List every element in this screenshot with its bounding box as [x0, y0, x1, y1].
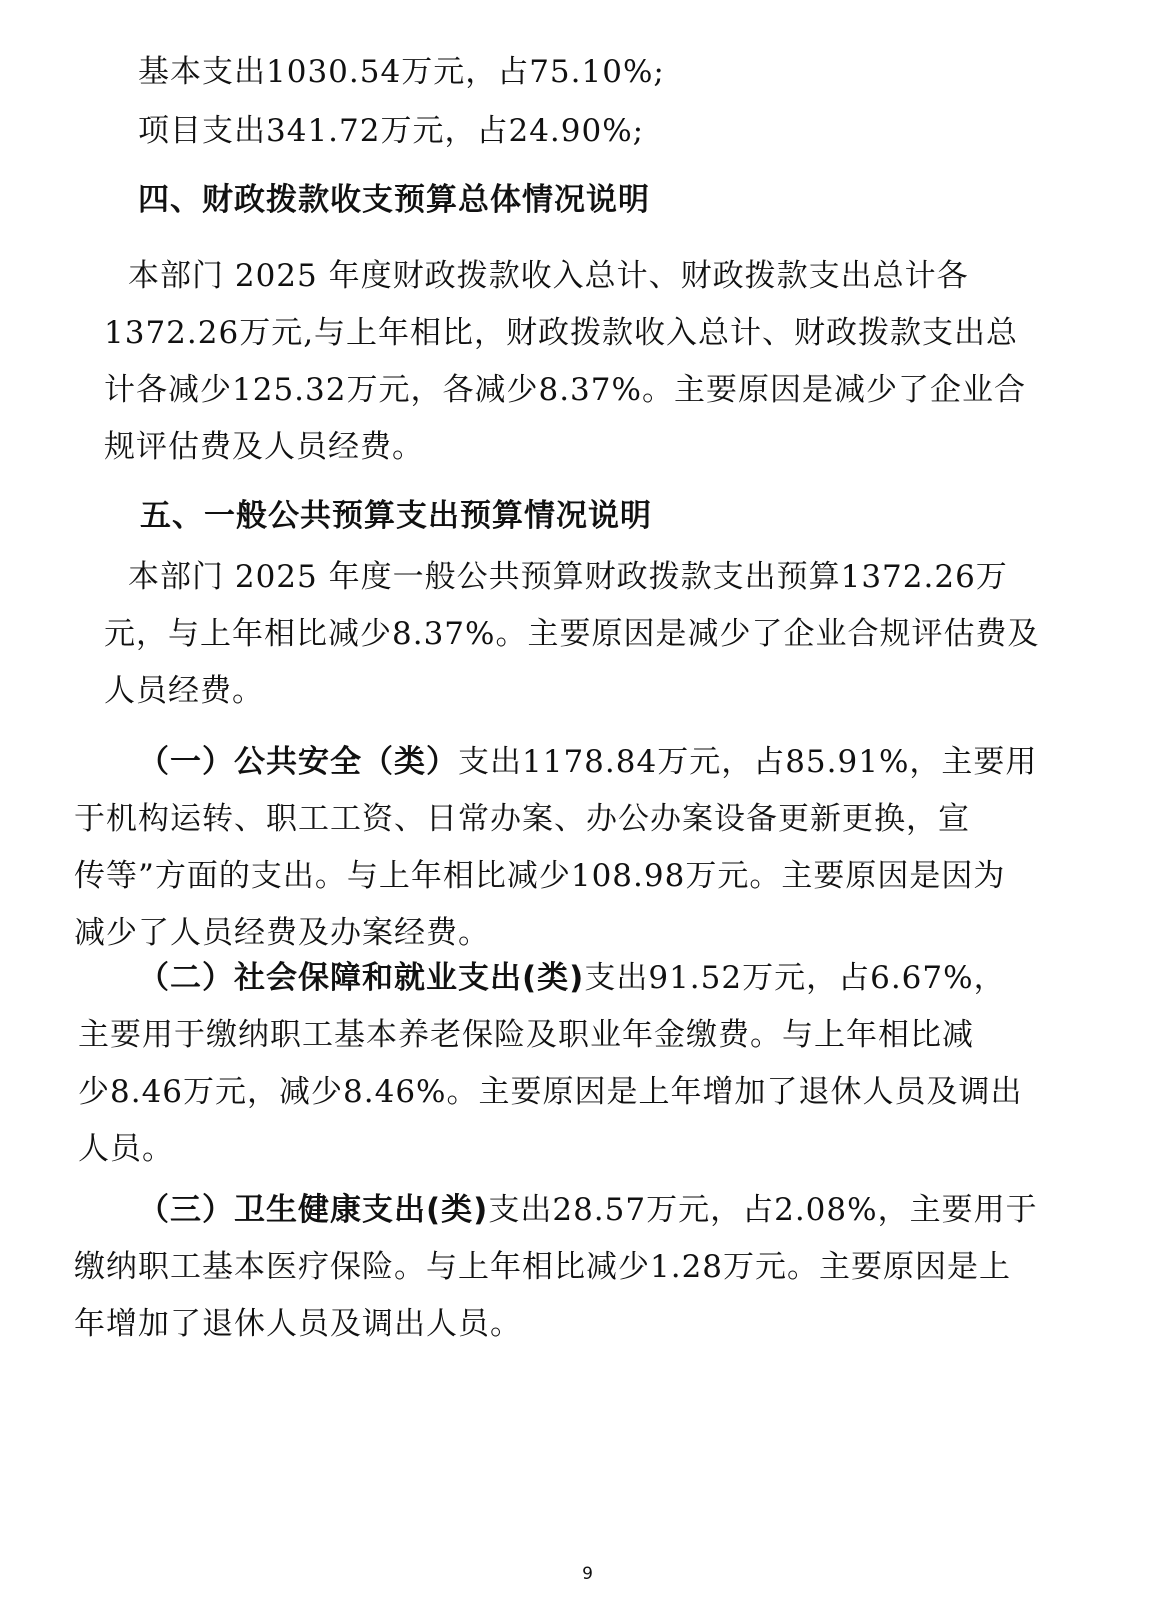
item-3-paragraph-line: 缴纳职工基本医疗保险。与上年相比减少1.28万元。主要原因是上: [74, 1249, 1012, 1285]
section-5-heading: 五、一般公共预算支出预算情况说明: [140, 498, 652, 534]
section-4-paragraph-line: 1372.26万元,与上年相比，财政拨款收入总计、财政拨款支出总: [104, 315, 1019, 351]
item-3-first-line: [138, 1190, 1038, 1230]
item-1-paragraph-line: 于机构运转、职工工资、日常办案、办公办案设备更新更换，宣: [74, 801, 970, 837]
item-3-paragraph-line: 年增加了退休人员及调出人员。: [74, 1306, 522, 1342]
section-5-paragraph-line: 元，与上年相比减少8.37%。主要原因是减少了企业合规评估费及: [104, 616, 1040, 652]
item-2-paragraph-line: 主要用于缴纳职工基本养老保险及职业年金缴费。与上年相比减: [78, 1017, 974, 1053]
item-3-first-text: 支出28.57万元，占2.08%，主要用于: [488, 1192, 1038, 1228]
item-1-paragraph-line: 传等”方面的支出。与上年相比减少108.98万元。主要原因是因为: [74, 858, 1006, 894]
item-2-paragraph-line: 少8.46万元，减少8.46%。主要原因是上年增加了退休人员及调出: [78, 1074, 1023, 1110]
section-5-paragraph-line: 人员经费。: [104, 673, 264, 709]
item-1-paragraph-line: 减少了人员经费及办案经费。: [74, 915, 490, 951]
basic-expense-line: 基本支出1030.54万元，占75.10%;: [138, 54, 665, 90]
page-number: 9: [582, 1564, 593, 1584]
item-3-label: （三）卫生健康支出(类): [138, 1192, 489, 1228]
item-1-label: （一）公共安全（类）: [138, 744, 458, 780]
section-4-heading: 四、财政拨款收支预算总体情况说明: [138, 182, 650, 218]
item-2-paragraph-line: 人员。: [78, 1131, 174, 1167]
section-4-paragraph-line: 计各减少125.32万元，各减少8.37%。主要原因是减少了企业合: [104, 372, 1026, 408]
section-4-paragraph-line: 规评估费及人员经费。: [104, 429, 424, 465]
section-5-paragraph-line: 本部门 2025 年度一般公共预算财政拨款支出预算1372.26万: [128, 559, 1008, 595]
section-4-paragraph-line: 本部门 2025 年度财政拨款收入总计、财政拨款支出总计各: [128, 258, 969, 294]
item-1-first-text: 支出1178.84万元，占85.91%，主要用: [458, 744, 1038, 780]
item-2-first-line: [138, 958, 1006, 998]
item-2-first-text: 支出91.52万元，占6.67%，: [584, 960, 1006, 996]
item-2-label: （二）社会保障和就业支出(类): [138, 960, 585, 996]
project-expense-line: 项目支出341.72万元，占24.90%;: [138, 113, 645, 149]
item-1-first-line: [138, 742, 1037, 782]
